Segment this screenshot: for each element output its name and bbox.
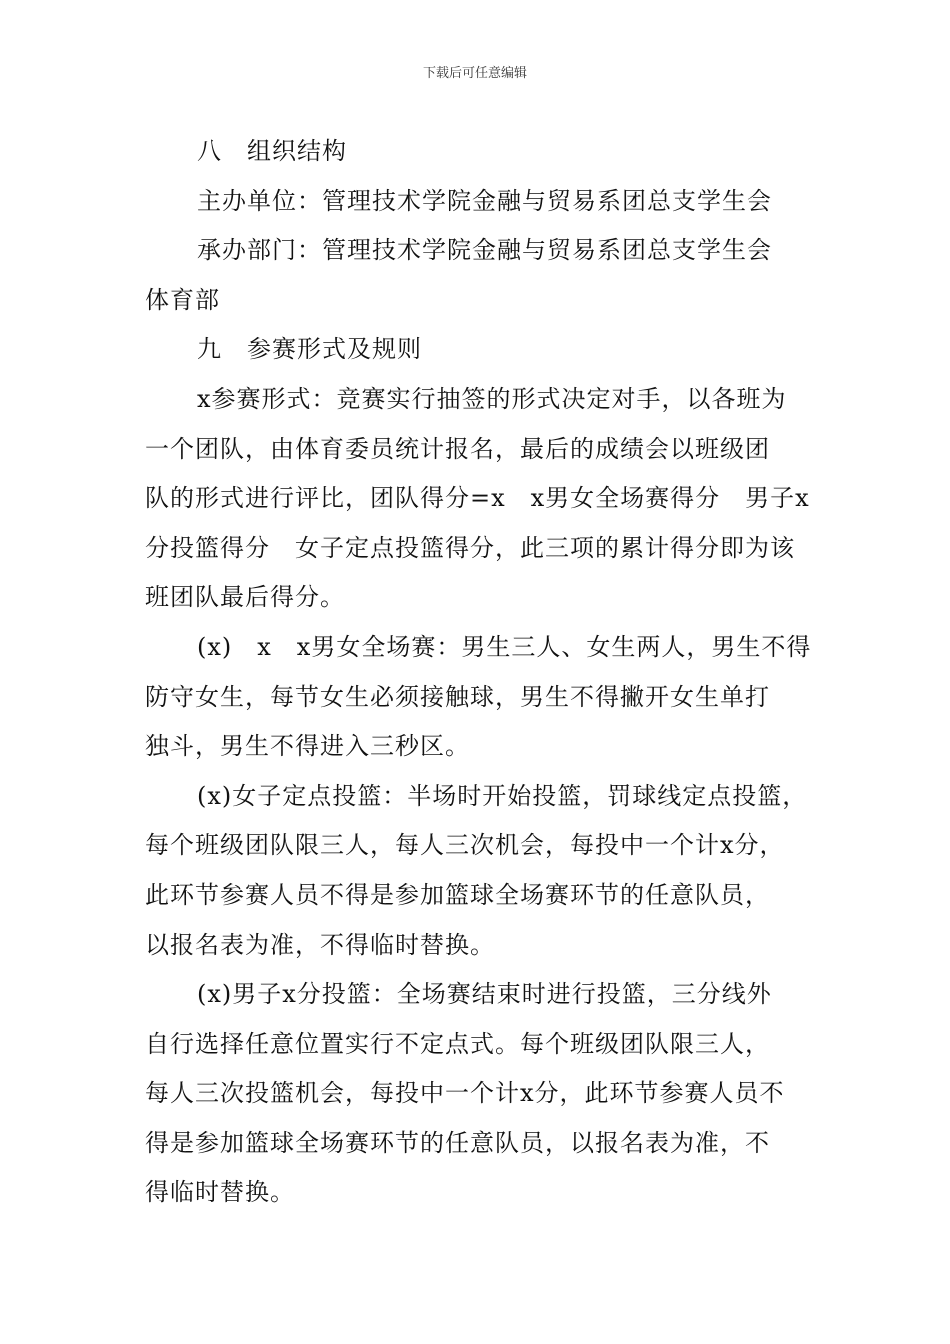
- paragraph-line: 此环节参赛人员不得是参加篮球全场赛环节的任意队员，: [145, 880, 770, 909]
- paragraph-line: 防守女生，每节女生必须接触球，男生不得撇开女生单打: [145, 682, 770, 711]
- section-heading-8: 八 组织结构: [197, 137, 347, 165]
- page-header: 下载后可任意编辑: [422, 66, 527, 81]
- paragraph-line: 分投篮得分 女子定点投篮得分，此三项的累计得分即为该: [145, 533, 795, 562]
- paragraph-line: x参赛形式：竞赛实行抽签的形式决定对手，以各班为: [197, 384, 787, 413]
- section-heading-9: 九 参赛形式及规则: [197, 335, 422, 364]
- document-body: [145, 127, 810, 1218]
- paragraph-line: 主办单位：管理技术学院金融与贸易系团总支学生会: [197, 186, 772, 215]
- paragraph-line: 每个班级团队限三人，每人三次机会，每投中一个计x分，: [145, 831, 785, 860]
- paragraph-line: 班团队最后得分。: [145, 583, 345, 612]
- paragraph-line: 承办部门：管理技术学院金融与贸易系团总支学生会: [197, 236, 772, 265]
- paragraph-line: 一个团队，由体育委员统计报名，最后的成绩会以班级团: [145, 434, 770, 463]
- paragraph-line: 队的形式进行评比，团队得分=x x男女全场赛得分 男子x: [145, 484, 810, 513]
- paragraph-line: (x)男子x分投篮：全场赛结束时进行投篮，三分线外: [197, 980, 772, 1009]
- paragraph-line: 每人三次投篮机会，每投中一个计x分，此环节参赛人员不: [145, 1079, 785, 1108]
- paragraph-line: (x)女子定点投篮：半场时开始投篮，罚球线定点投篮，: [197, 781, 808, 810]
- paragraph-line: 得是参加篮球全场赛环节的任意队员，以报名表为准，不: [145, 1128, 770, 1157]
- paragraph-line: 独斗，男生不得进入三秒区。: [145, 732, 470, 761]
- paragraph-line: 以报名表为准，不得临时替换。: [145, 930, 495, 959]
- paragraph-line: (x) x x男女全场赛：男生三人、女生两人，男生不得: [197, 632, 812, 661]
- paragraph-line: 得临时替换。: [145, 1178, 295, 1207]
- paragraph-line: 体育部: [145, 285, 220, 314]
- paragraph-line: 自行选择任意位置实行不定点式。每个班级团队限三人，: [145, 1029, 770, 1058]
